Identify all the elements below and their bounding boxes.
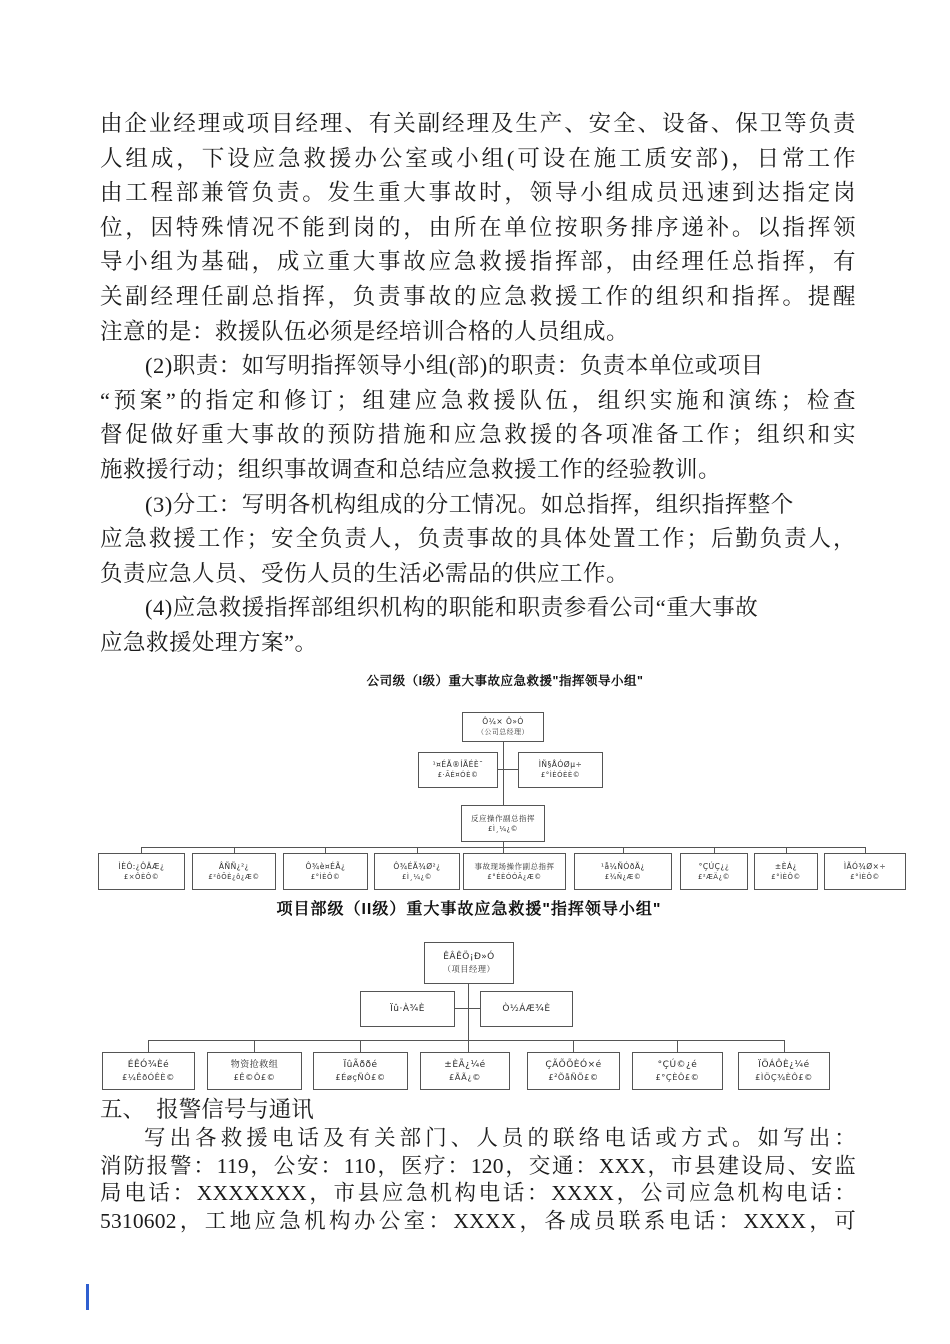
org-box-label: ÊÂÊÖ¡Ð»Ó <box>443 952 495 962</box>
connector-line <box>786 847 787 853</box>
org-box <box>480 991 573 1027</box>
org-box-sublabel: £ÉøçÑÔ£© <box>335 1072 386 1082</box>
connector-line <box>141 847 142 853</box>
org-box-label: °ÇÚÇ¿¿ <box>698 861 730 871</box>
org-box-label: ÉÊÓ¾Èé <box>127 1060 170 1070</box>
org-box-sublabel: £Ì¸¼¿© <box>487 824 519 833</box>
org-box-sublabel: £²ÕåÑÕ£© <box>548 1072 599 1082</box>
connector-line <box>455 1008 468 1009</box>
body-line: 应急救援工作；安全负责人，负责事故的具体处置工作；后勤负责人， <box>100 526 856 552</box>
org-box-label: °ÇÚ©¿é <box>657 1060 698 1070</box>
org-box-label: Ò½ÁÆ¾È <box>502 1004 551 1014</box>
org-box-sublabel: £ÌÖÇ¾ÈÔ£© <box>755 1072 813 1082</box>
org-box <box>420 1052 510 1090</box>
org-box-label: 物资抢救组 <box>230 1060 279 1070</box>
org-box-label: Ïû·À¾È <box>390 1004 425 1014</box>
org-box-sublabel: £°ÉÈÓÓÃ¿Æ© <box>487 872 542 881</box>
org-box-material-rescue <box>207 1052 302 1090</box>
connector-line <box>469 1008 480 1009</box>
connector-line <box>148 1040 149 1052</box>
footer-line: 写出各救援电话及有关部门、人员的联络电话或方式。如写出： <box>144 1126 856 1150</box>
org-box-label: ÌÑ§ÅÓØµ÷ <box>538 760 583 769</box>
org-box <box>374 853 460 890</box>
connector-line <box>677 1040 678 1052</box>
org-box <box>313 1052 408 1090</box>
org-box-sublabel: £°ÌÈÔ© <box>310 872 341 881</box>
org-box-sublabel: （项目经理） <box>442 964 496 974</box>
org-box <box>680 853 748 890</box>
connector-line <box>148 1040 784 1041</box>
org-box <box>192 853 276 890</box>
org-box <box>360 991 455 1027</box>
org-box <box>283 853 368 890</box>
org-box-deputy-commander <box>461 805 545 842</box>
org-box <box>632 1052 723 1090</box>
body-line: 应急救援处理方案”。 <box>100 629 318 655</box>
org-box-sublabel: £Ì¸¼¿© <box>401 872 433 881</box>
org-box <box>527 1052 620 1090</box>
org-box-label: Ô¼× Ô»Ó <box>482 717 524 726</box>
body-line: 由工程部兼管负责。发生重大事故时，领导小组成员迅速到达指定岗 <box>100 180 856 206</box>
org-box-label: ÏÖÁÔÈ¿¼é <box>758 1060 810 1070</box>
org-box-label: ÇÃÕÕÈÓ×é <box>545 1060 602 1070</box>
org-box-sublabel: £¼ÊðÓÊÈ© <box>122 1072 175 1082</box>
org-box-label: Ô¾ÉÃ¾Ø²¿ <box>393 861 441 871</box>
org-box-label: ÏûÃððé <box>343 1060 378 1070</box>
org-box <box>102 1052 195 1090</box>
org-box-label: ÌÈÔ:¿ÔÄÆ¿ <box>118 861 165 871</box>
body-line: 导小组为基础，成立重大事故应急救援指挥部，由经理任总指挥，有 <box>100 249 856 275</box>
footer-line: 局电话：XXXXXXX，市县应急机构电话：XXXX，公司应急机构电话： <box>100 1181 856 1206</box>
connector-line <box>360 1040 361 1052</box>
org-box <box>754 853 818 890</box>
connector-line <box>573 1040 574 1052</box>
org-box <box>824 853 906 890</box>
org-box-sublabel: £·ÃÉ¤ÓÈ© <box>437 771 479 779</box>
connector-line <box>141 847 865 848</box>
org-box-label: ÌÃÓ¾Ø×÷ <box>843 861 887 871</box>
connector-line <box>504 769 518 770</box>
org-box <box>738 1052 830 1090</box>
connector-line <box>417 847 418 853</box>
org-box <box>574 853 672 890</box>
body-line: 督促做好重大事故的预防措施和应急救援的各项准备工作；组织和实 <box>100 422 856 448</box>
org-box-sublabel: £¾Ñ¿Æ© <box>604 872 642 881</box>
org-box-sublabel: （公司总经理） <box>477 728 529 736</box>
body-line: 关副经理任副总指挥，负责事故的应急救援工作的组织和指挥。提醒 <box>100 283 856 309</box>
org-box-sublabel: £Ê©Ô£© <box>233 1072 276 1082</box>
org-box-project-commander <box>424 942 514 984</box>
connector-line <box>468 984 469 1052</box>
org-box-label: ±ÈÁ¿ <box>774 861 798 871</box>
body-line: (3)分工：写明各机构组成的分工情况。如总指挥，组织指挥整个 <box>145 491 794 517</box>
body-line: 位，因特殊情况不能到岗的，由所在单位按职务排序递补。以指挥领 <box>100 214 856 240</box>
footer-line: 消防报警：119，公安：110，医疗：120，交通：XXX，市县建设局、安监 <box>100 1153 856 1178</box>
org-box-sublabel: £°ÇÈÔ£© <box>655 1072 700 1082</box>
connector-line <box>714 847 715 853</box>
chart2-title: 项目部级（II级）重大事故应急救援"指挥领导小组" <box>276 901 662 918</box>
footer-text-block <box>100 1095 856 1235</box>
body-line: (4)应急救援指挥部组织机构的职能和职责参看公司“重大事故 <box>145 595 759 621</box>
org-box-label: ¹å¼ÑÓðÄ¿ <box>600 861 646 871</box>
body-line: 由企业经理或项目经理、有关副经理及生产、安全、设备、保卫等负责 <box>100 111 856 136</box>
org-box <box>518 752 603 788</box>
body-line: 注意的是：救援队伍必须是经培训合格的人员组成。 <box>100 318 630 344</box>
org-box-sublabel: £²ôÕÈ¿ô¿Æ© <box>208 872 260 881</box>
body-line: 负责应急人员、受伤人员的生活必需品的供应工作。 <box>100 560 630 586</box>
blue-revision-bar <box>86 1284 89 1310</box>
org-box-sublabel: £×ÔÈÔ© <box>123 872 160 881</box>
org-box-sublabel: £°ÌÈÔ© <box>771 872 801 881</box>
org-box-label: ÂÑÑ¿²¿ <box>218 861 250 871</box>
org-box-label: 反应操作副总指挥 <box>471 813 535 823</box>
org-box-commander <box>462 712 544 742</box>
org-box <box>98 853 185 890</box>
body-line: 人组成，下设应急救援办公室或小组(可设在施工质安部)，日常工作 <box>100 145 856 171</box>
connector-line <box>254 1040 255 1052</box>
body-line: (2)职责：如写明指挥领导小组(部)的职责：负责本单位或项目 <box>145 353 764 379</box>
org-box-label: ¹¤ÉÃ®ÍÃÉÈ¯ <box>432 760 484 769</box>
connector-line <box>503 742 504 805</box>
org-box-sublabel: £²ÆÄ¿© <box>697 872 731 881</box>
body-line: 施救援行动；组织事故调查和总结应急救援工作的经验教训。 <box>100 456 722 482</box>
body-text-block <box>100 107 856 661</box>
body-line: “预案”的指定和修订；组建应急救援队伍，组织实施和演练；检查 <box>100 387 856 413</box>
org-box <box>418 752 498 788</box>
org-box-sublabel: £°ÌÈÓÈÈ© <box>540 771 581 779</box>
connector-line <box>784 1040 785 1052</box>
footer-line: 5310602，工地应急机构办公室：XXXX，各成员联系电话：XXXX，可 <box>100 1208 856 1233</box>
org-box-label: ±ÈÃ¿¼é <box>444 1060 486 1070</box>
org-box-sublabel: £°ÌÈÔ© <box>850 872 880 881</box>
org-box-site-deputy-commander <box>463 853 566 890</box>
section-heading: 五、 报警信号与通讯 <box>100 1097 314 1122</box>
connector-line <box>865 847 866 853</box>
org-box-sublabel: £ÃÃ¿© <box>449 1072 481 1082</box>
chart1-title: 公司级（I级）重大事故应急救援"指挥领导小组" <box>366 674 644 688</box>
connector-line <box>234 847 235 853</box>
connector-line <box>498 769 503 770</box>
connector-line <box>623 847 624 853</box>
org-box-label: 事故现场操作副总指挥 <box>474 861 555 871</box>
org-box-label: Ô¾è¤ÉÃ¿ <box>305 861 346 871</box>
connector-line <box>325 847 326 853</box>
